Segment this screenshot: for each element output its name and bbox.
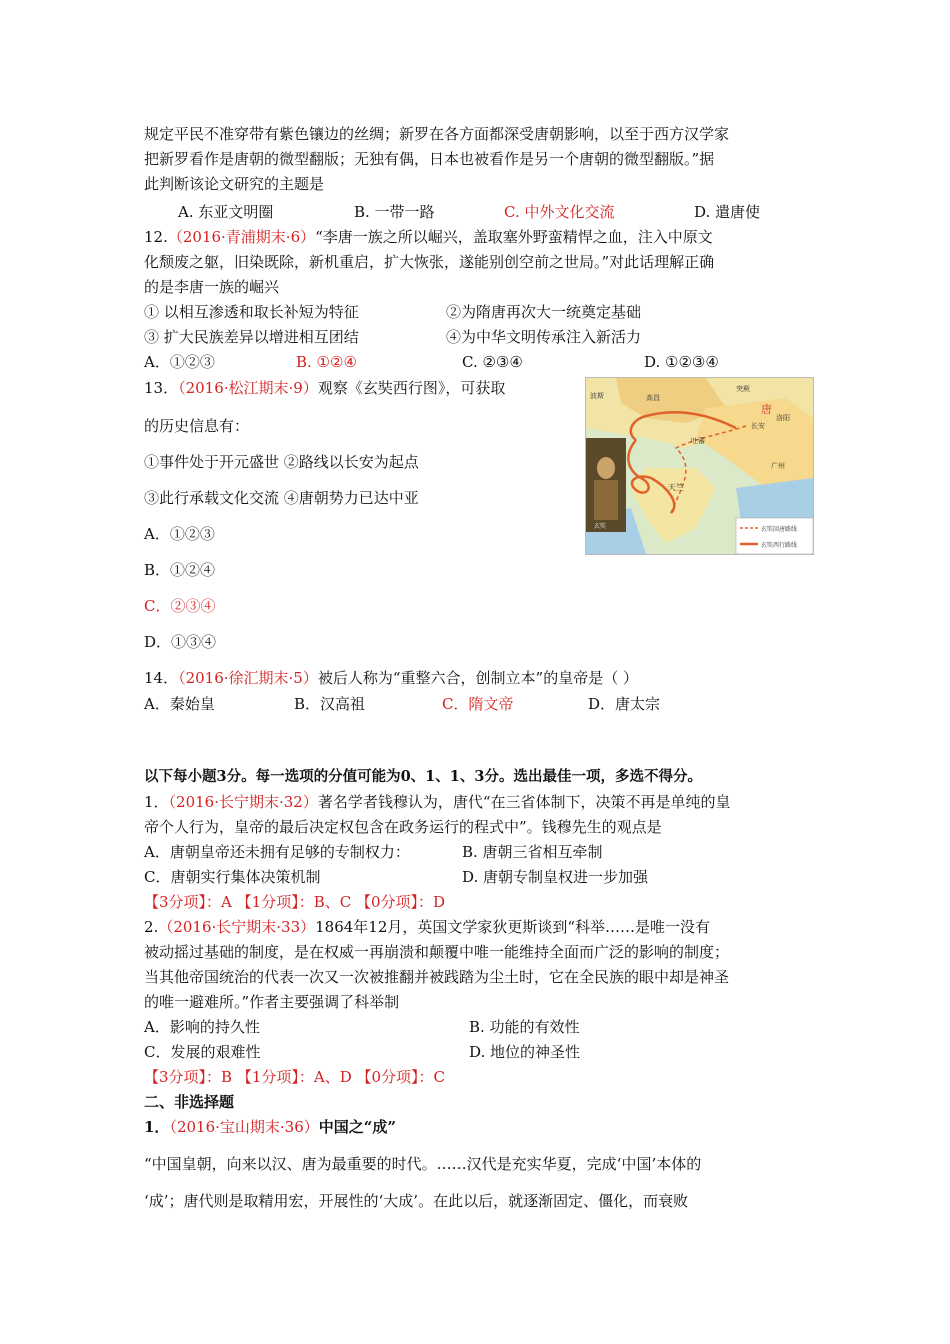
xuanzang-journey-map <box>585 377 814 555</box>
n1-source: （2016·宝山期末·36） <box>169 1118 319 1136</box>
q12-option-b: B. ①②④ <box>296 353 357 371</box>
q13-option-d: D．①③④ <box>144 633 217 651</box>
m2-option-d: D. 地位的神圣性 <box>469 1043 581 1061</box>
q11-options <box>144 200 812 224</box>
m2-option-a: A．影响的持久性 <box>144 1018 260 1036</box>
q13-line-2: 的历史信息有： <box>144 417 250 435</box>
m1-option-b: B. 唐朝三省相互牵制 <box>462 843 603 861</box>
map-label: 洛阳 <box>776 414 790 422</box>
q12-statement-2: ②为隋唐再次大一统奠定基础 <box>446 303 642 321</box>
q12-number: 12. <box>144 228 168 246</box>
m1-line-2: 帝个人行为，皇帝的最后决定权包含在政务运行的程式中”。钱穆先生的观点是 <box>144 818 662 836</box>
map-label: 天竺 <box>668 483 684 492</box>
q13-option-b: B．①②④ <box>144 561 216 579</box>
q12-source: （2016·青浦期末·6） <box>167 228 316 246</box>
q11-option-d: D. 遣唐使 <box>694 203 761 221</box>
q14-option-b: B．汉高祖 <box>294 695 366 713</box>
q13-text-1: 观察《玄奘西行图》，可获取 <box>317 379 506 397</box>
q13-line-1 <box>144 376 505 400</box>
q13-number: 13． <box>144 379 179 397</box>
m1-number: 1． <box>144 793 169 811</box>
m2-option-b: B. 功能的有效性 <box>469 1018 580 1036</box>
intro-line-3: 此判断该论文研究的主题是 <box>144 175 325 193</box>
q14-line-1 <box>144 666 638 690</box>
q12-line-2: 化颓废之躯，旧染既除，新机重启，扩大恢张，遂能别创空前之世局。”对此话理解正确 <box>144 253 715 271</box>
m2-options-row-2 <box>144 1040 812 1064</box>
m1-score: 【3分项】：A 【1分项】：B、C 【0分项】：D <box>144 893 446 911</box>
map-label: 长安 <box>751 422 765 430</box>
map-graphic <box>586 378 813 554</box>
m2-line-1 <box>144 915 710 939</box>
m2-options-row-1 <box>144 1015 812 1039</box>
m1-option-a: A．唐朝皇帝还未拥有足够的专制权力： <box>144 843 410 861</box>
q13-option-a: A．①②③ <box>144 525 215 543</box>
n1-number: 1． <box>144 1118 170 1136</box>
q14-number: 14． <box>144 669 179 687</box>
n1-line-1 <box>144 1115 396 1139</box>
m2-option-c: C．发展的艰难性 <box>144 1043 261 1061</box>
q14-text: 被后人称为“重整六合，创制立本”的皇帝是（ ） <box>317 669 638 687</box>
q14-options <box>144 692 812 716</box>
q11-option-b: B. 一带一路 <box>354 203 435 221</box>
q13-statement-row-1: ①事件处于开元盛世 ②路线以长安为起点 <box>144 453 419 471</box>
map-label: 玄奘 <box>594 523 607 530</box>
q12-statement-4: ④为中华文明传承注入新活力 <box>446 328 642 346</box>
q13-statement-row-2: ③此行承载文化交流 ④唐朝势力已达中亚 <box>144 489 419 507</box>
q11-option-a: A. 东亚文明圈 <box>178 203 274 221</box>
q12-statement-1: ① 以相互渗透和取长补短为特征 <box>144 303 359 321</box>
intro-line-2: 把新罗看作是唐朝的微型翻版；无独有偶，日本也被看作是另一个唐朝的微型翻版。”据 <box>144 150 715 168</box>
m2-number: 2. <box>144 918 159 936</box>
q14-source: （2016·徐汇期末·5） <box>178 669 318 687</box>
q12-option-c: C. ②③④ <box>462 353 523 371</box>
q13-source: （2016·松江期末·9） <box>178 379 318 397</box>
m2-line-4: 的唯一避难所。”作者主要强调了科举制 <box>144 993 400 1011</box>
q11-option-c: C. 中外文化交流 <box>504 203 615 221</box>
q12-option-d: D. ①②③④ <box>644 353 719 371</box>
q12-options <box>144 350 812 374</box>
m2-line-3: 当其他帝国统治的代表一次又一次被推翻并被践踏为尘土时，它在全民族的眼中却是神圣 <box>144 968 730 986</box>
map-label: 吐蕃 <box>691 437 705 445</box>
m1-option-c: C．唐朝实行集体决策机制 <box>144 868 321 886</box>
m1-options-row-2 <box>144 865 812 889</box>
m1-option-d: D. 唐朝专制皇权进一步加强 <box>462 868 649 886</box>
q12-statements-row-2 <box>144 325 812 349</box>
map-label: 广州 <box>771 462 785 470</box>
map-label: 高昌 <box>646 394 660 402</box>
m1-options-row-1 <box>144 840 812 864</box>
q12-statements-row-1 <box>144 300 812 324</box>
legend-return-label: 玄奘回唐路线 <box>761 526 798 533</box>
n1-title: 中国之“成” <box>318 1118 397 1136</box>
m2-source: （2016·长宁期末·33） <box>158 918 316 936</box>
q12-option-a: A．①②③ <box>144 353 215 371</box>
q12-text-1: “李唐一族之所以崛兴，盖取塞外野蛮精悍之血，注入中原文 <box>315 228 713 246</box>
n1-text-1: “中国皇朝，向来以汉、唐为最重要的时代。……汉代是充实华夏，完成‘中国’本体的 <box>144 1155 702 1173</box>
m1-line-1 <box>144 790 731 814</box>
m1-source: （2016·长宁期末·32） <box>168 793 318 811</box>
m2-score: 【3分项】：B 【1分项】：A、D 【0分项】：C <box>144 1068 446 1086</box>
legend-west-label: 玄奘西行路线 <box>761 542 798 549</box>
m2-line-2: 被动摇过基础的制度，是在权威一再崩溃和颠覆中唯一能维持全面而广泛的影响的制度； <box>144 943 730 961</box>
q12-line-3: 的是李唐一族的崛兴 <box>144 278 280 296</box>
q13-option-c: C．②③④ <box>144 597 216 615</box>
q14-option-d: D．唐太宗 <box>588 695 661 713</box>
q12-statement-3: ③ 扩大民族差异以增进相互团结 <box>144 328 359 346</box>
section-2-heading: 二、非选择题 <box>144 1093 235 1111</box>
intro-line-1: 规定平民不准穿带有紫色镶边的丝绸；新罗在各方面都深受唐朝影响，以至于西方汉学家 <box>144 125 730 143</box>
m2-text-1: 1864年12月，英国文学家狄更斯谈到“科举……是唯一没有 <box>315 918 711 936</box>
map-label: 突厥 <box>736 385 750 393</box>
q14-option-a: A．秦始皇 <box>144 695 215 713</box>
m1-text-1: 著名学者钱穆认为，唐代“在三省体制下，决策不再是单纯的皇 <box>317 793 731 811</box>
map-label: 波斯 <box>590 392 604 400</box>
section-note: 以下每小题3分。每一选项的分值可能为0、1、1、3分。选出最佳一项，多选不得分。 <box>144 768 702 785</box>
q14-option-c: C．隋文帝 <box>442 695 514 713</box>
map-label: 唐 <box>761 403 772 416</box>
n1-text-2: ‘成’；唐代则是取精用宏，开展性的‘大成’。在此以后，就逐渐固定、僵化，而衰败 <box>144 1192 689 1210</box>
q12-line-1 <box>144 225 713 249</box>
